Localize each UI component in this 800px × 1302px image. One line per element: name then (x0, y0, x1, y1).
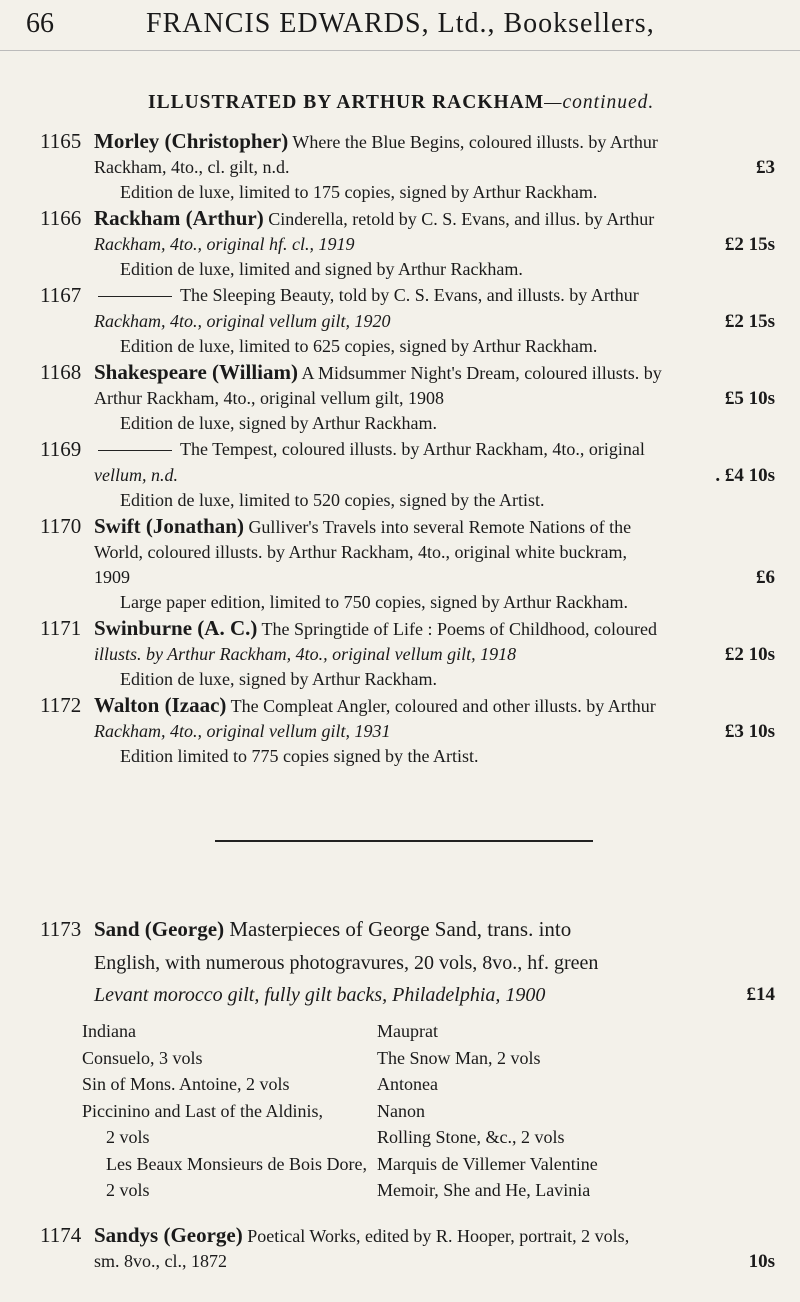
price: £14 (746, 984, 775, 1005)
title-left: Sin of Mons. Antoine, 2 vols (82, 1074, 290, 1094)
price: £2 15s (724, 234, 775, 255)
title-right: Mauprat (377, 1021, 438, 1041)
catalogue-entry (40, 205, 775, 282)
price: £2 10s (724, 644, 775, 665)
header-rule (0, 50, 800, 51)
catalogue-entry (40, 692, 775, 769)
entry-text: A Midsummer Night's Dream, coloured illusts. by (297, 363, 662, 383)
entry-text: illusts. by Arthur Rackham, 4to., original vellum gilt, 1918 (94, 644, 517, 664)
catalogue-entry (40, 615, 775, 692)
entry-text: sm. 8vo., cl., 1872 (94, 1251, 227, 1271)
entry-author: Sandys (George) (94, 1223, 243, 1247)
entry-text: Masterpieces of George Sand, trans. into (224, 917, 572, 941)
catalogue-entry (40, 359, 775, 436)
title-left: Les Beaux Monsieurs de Bois Dore, (106, 1153, 367, 1174)
title-row (82, 1071, 762, 1098)
entry-author: Swift (Jonathan) (94, 514, 244, 538)
title-right: Antonea (377, 1074, 438, 1094)
entry-text: Levant morocco gilt, fully gilt backs, Philadelphia, 1900 (94, 984, 546, 1006)
title-row (82, 1124, 762, 1151)
entry-author: Walton (Izaac) (94, 693, 227, 717)
price: £6 (756, 567, 775, 588)
lot-number: 1168 (40, 360, 82, 384)
section-heading-continued: —continued. (544, 92, 655, 113)
edition-note: Edition de luxe, signed by Arthur Rackham. (120, 669, 437, 689)
entry-text: Rackham, 4to., original hf. cl., 1919 (94, 234, 355, 254)
title-right: Rolling Stone, &c., 2 vols (377, 1127, 565, 1147)
lot-number: 1171 (40, 616, 82, 640)
sand-title-list (82, 1018, 762, 1204)
edition-note: Edition limited to 775 copies signed by the Artist. (120, 746, 479, 766)
entry-text: Rackham, 4to., original vellum gilt, 1931 (94, 721, 391, 741)
title-right: Marquis de Villemer Valentine (377, 1153, 598, 1174)
title-left: 2 vols (106, 1180, 150, 1200)
lot-number: 1174 (40, 1223, 82, 1247)
catalogue-entry (40, 282, 775, 359)
entry-author: Morley (Christopher) (94, 129, 289, 153)
entry-author: Rackham (Arthur) (94, 206, 264, 230)
price: £3 (756, 157, 775, 178)
catalogue-entry (40, 436, 775, 513)
entry-text: Where the Blue Begins, coloured illusts. by Arthur (288, 132, 658, 152)
running-title: FRANCIS EDWARDS, Ltd., Booksellers, (146, 8, 655, 39)
title-row (82, 1018, 762, 1045)
page-header (26, 8, 760, 46)
edition-note: Edition de luxe, limited and signed by Arthur Rackham. (120, 259, 523, 279)
entry-text: Rackham, 4to., cl. gilt, n.d. (94, 157, 290, 177)
entry-text: World, coloured illusts. by Arthur Rackham, 4to., original white buckram, (94, 542, 627, 562)
section-divider (215, 840, 593, 842)
price: £2 15s (724, 311, 775, 332)
entry-author: Swinburne (A. C.) (94, 616, 258, 640)
entry-text: English, with numerous photogravures, 20 vols, 8vo., hf. green (94, 952, 599, 974)
lot-number: 1169 (40, 437, 82, 461)
section-heading (148, 92, 654, 114)
lot-number: 1166 (40, 206, 82, 230)
lot-number: 1167 (40, 283, 82, 307)
title-left: 2 vols (106, 1127, 150, 1147)
lot-number: 1173 (40, 917, 82, 941)
title-right: The Snow Man, 2 vols (377, 1047, 541, 1068)
price: 10s (748, 1251, 775, 1272)
catalogue-entry (40, 1222, 775, 1274)
entry-text: Gulliver's Travels into several Remote Nations of the (243, 517, 632, 537)
price: . £4 10s (715, 465, 775, 486)
edition-note: Edition de luxe, limited to 625 copies, signed by Arthur Rackham. (120, 336, 598, 356)
edition-note: Large paper edition, limited to 750 copies, signed by Arthur Rackham. (120, 592, 629, 612)
entry-text: Arthur Rackham, 4to., original vellum gilt, 1908 (94, 388, 444, 408)
title-left: Indiana (82, 1021, 136, 1041)
entry-text: Poetical Works, edited by R. Hooper, portrait, 2 vols, (242, 1226, 630, 1246)
entry-text: The Springtide of Life : Poems of Childhood, coloured (257, 619, 657, 639)
title-left: Piccinino and Last of the Aldinis, (82, 1100, 323, 1121)
edition-note: Edition de luxe, signed by Arthur Rackham. (120, 413, 437, 433)
entry-text: vellum, n.d. (94, 465, 178, 485)
entry-text: The Tempest, coloured illusts. by Arthur Rackham, 4to., original (180, 439, 645, 459)
title-row (82, 1151, 762, 1178)
edition-note: Edition de luxe, limited to 175 copies, signed by Arthur Rackham. (120, 182, 598, 202)
lot-number: 1165 (40, 129, 82, 153)
entry-author: Sand (George) (94, 917, 225, 941)
entry-text: 1909 (94, 567, 130, 587)
ditto-dash (98, 296, 172, 297)
ditto-dash (98, 450, 172, 451)
catalogue-entry (40, 513, 775, 615)
price: £3 10s (724, 721, 775, 742)
title-right: Nanon (377, 1100, 425, 1121)
section-heading-text: ILLUSTRATED BY ARTHUR RACKHAM (148, 92, 545, 113)
title-row (82, 1045, 762, 1072)
price: £5 10s (724, 388, 775, 409)
page-number: 66 (26, 8, 54, 39)
title-row (82, 1177, 762, 1204)
lot-number: 1172 (40, 693, 82, 717)
entry-text: Rackham, 4to., original vellum gilt, 1920 (94, 311, 391, 331)
edition-note: Edition de luxe, limited to 520 copies, signed by the Artist. (120, 490, 545, 510)
entry-text: The Sleeping Beauty, told by C. S. Evans, and illusts. by Arthur (180, 285, 639, 305)
entry-text: Cinderella, retold by C. S. Evans, and illus. by Arthur (263, 209, 655, 229)
entry-text: The Compleat Angler, coloured and other illusts. by Arthur (226, 696, 656, 716)
entry-author: Shakespeare (William) (94, 360, 298, 384)
catalogue-entry (40, 914, 775, 1012)
catalogue-entry (40, 128, 775, 205)
title-right: Memoir, She and He, Lavinia (377, 1180, 591, 1200)
title-left: Consuelo, 3 vols (82, 1047, 203, 1068)
title-row (82, 1098, 762, 1125)
lot-number: 1170 (40, 514, 82, 538)
